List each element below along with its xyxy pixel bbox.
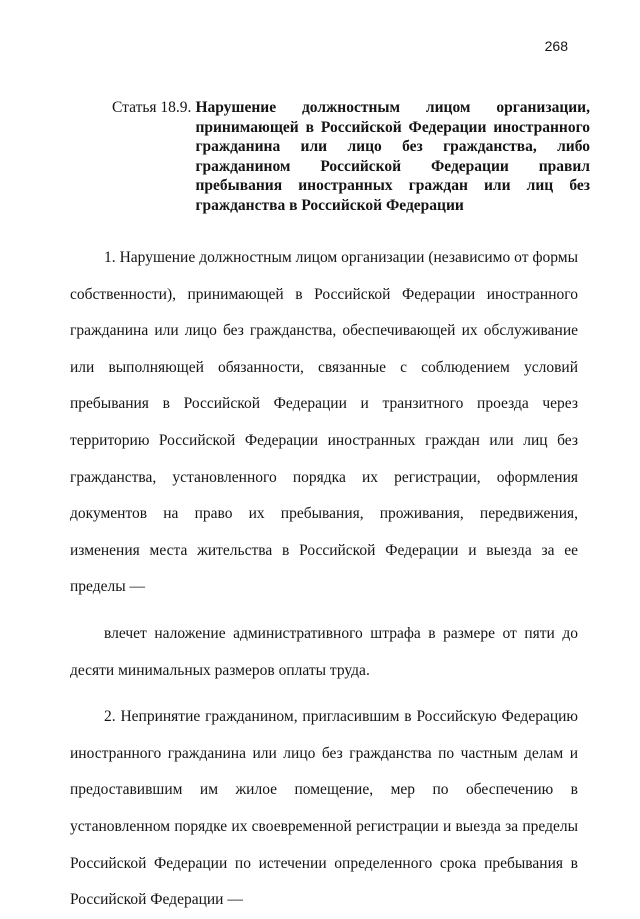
paragraph-1: 1. Нарушение должностным лицом организации (независимо от формы собственности), принимающей в Российской Федерации иностранного гражданина или лицо без гражданства, обеспечивающей их обслуживание или выполняющей обязанности, связанные с соблюдением условий пребывания в Российской Федерации и транзитного проезда через территорию Российской Федерации иностранных граждан или лиц без гражданства, установленного порядка их регистрации, оформления документов на право их пребывания, проживания, передвижения, изменения места жительства в Российской Федерации и выезда за ее пределы — bbox=[70, 249, 578, 596]
article-body bbox=[70, 240, 578, 919]
article-label: Статья 18.9. bbox=[112, 99, 192, 116]
paragraph-2: 2. Непринятие гражданином, пригласившим в Российскую Федерацию иностранного гражданина или лицо без гражданства по частным делам и предоставившим им жилое помещение, мер по обеспечению в установленном порядке их своевременной регистрации и выезда за пределы Российской Федерации по истечении определенного срока пребывания в Российской Федерации — bbox=[70, 708, 578, 909]
paragraph-penalty: влечет наложение административного штрафа в размере от пяти до десяти минимальных размеров оплаты труда. bbox=[70, 624, 578, 679]
article-header bbox=[112, 98, 590, 215]
article-title: Нарушение должностным лицом организации, принимающей в Российской Федерации иностранного гражданина или лицо без гражданства, либо гражданином Российской Федерации правил пребывания иностранных граждан или лиц без гражданства в Российской Федерации bbox=[195, 99, 590, 214]
page-number: 268 bbox=[544, 38, 568, 54]
